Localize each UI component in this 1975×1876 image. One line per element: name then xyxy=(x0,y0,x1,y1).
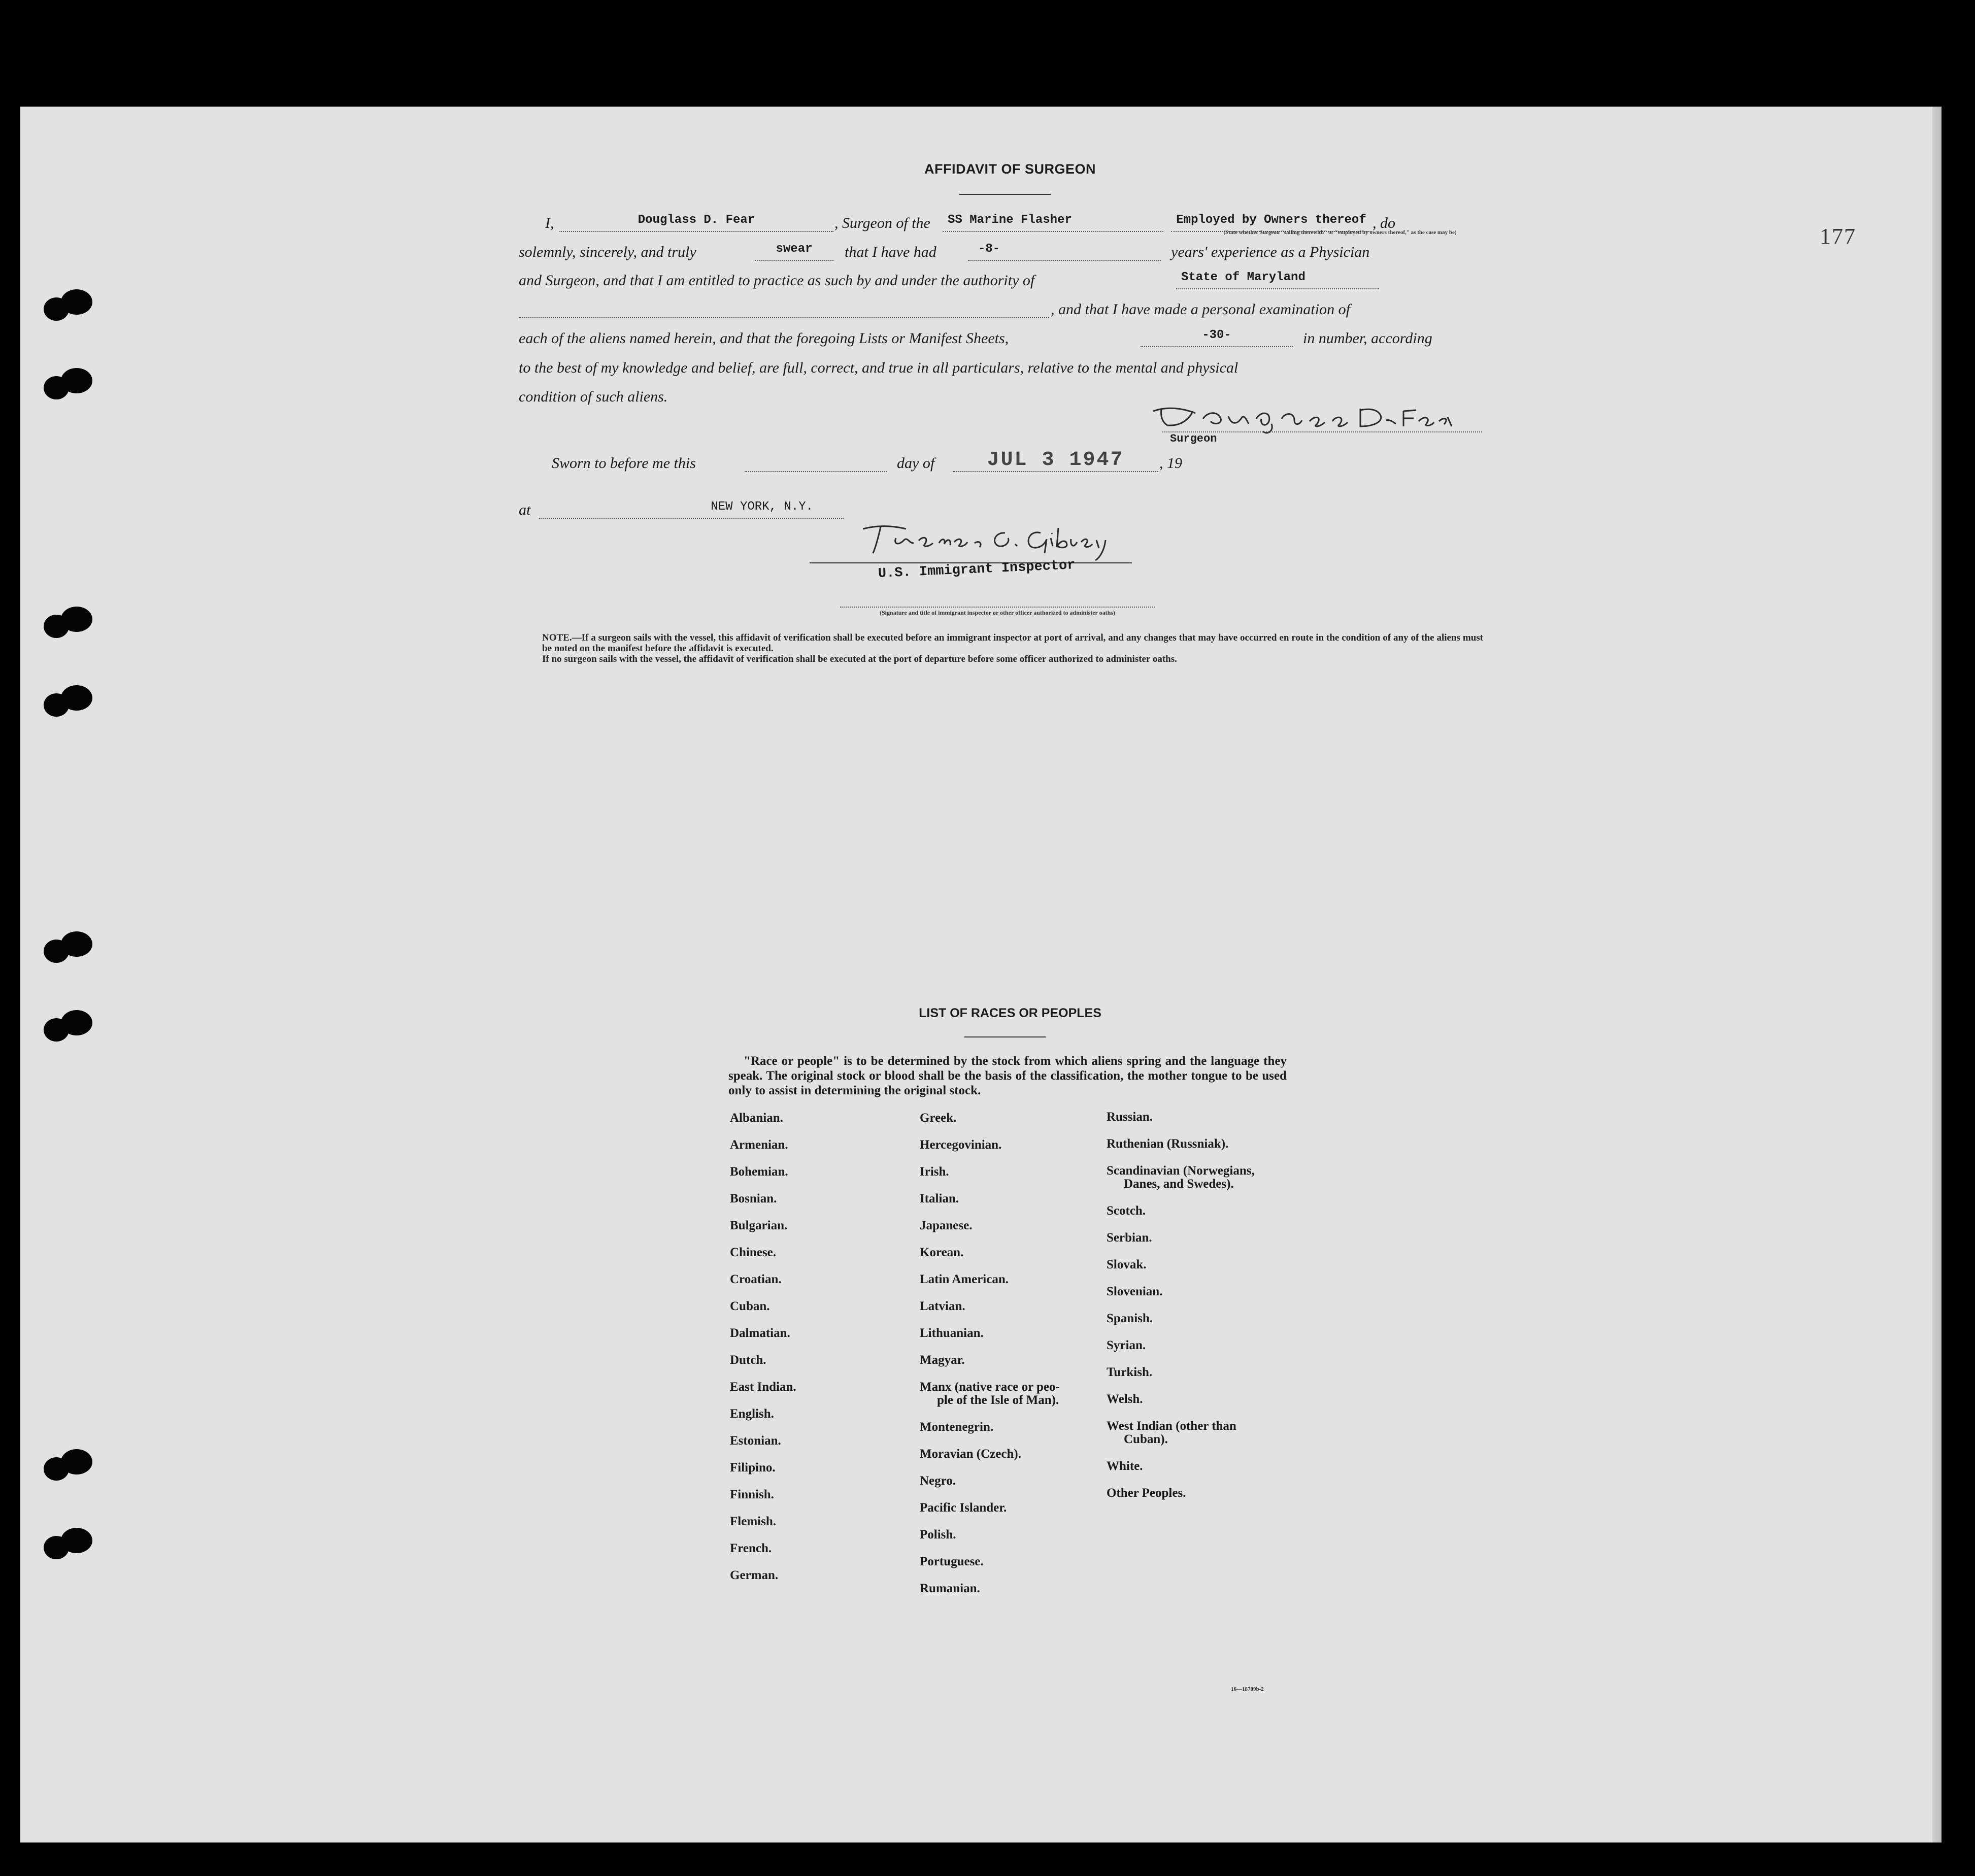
races-intro xyxy=(728,1054,1287,1098)
race-item: Lithuanian. xyxy=(920,1326,984,1340)
solemnly-label: solemnly, sincerely, and truly xyxy=(519,244,696,260)
at-label: at xyxy=(519,501,531,518)
sworn-label: Sworn to before me this xyxy=(552,455,696,472)
note-paragraph-2: If no surgeon sails with the vessel, the affidavit of verification shall be executed at the port of departure before some officer authorized to administer oaths. xyxy=(542,654,1177,664)
race-item: Ruthenian (Russniak). xyxy=(1107,1137,1229,1151)
sworn-date-field xyxy=(953,449,1158,472)
employer-field: Employed by Owners thereof xyxy=(1171,213,1371,232)
race-item: Magyar. xyxy=(920,1353,965,1367)
affidavit-note xyxy=(519,632,1483,664)
race-item-line: Cuban). xyxy=(1124,1432,1168,1446)
race-item: Estonian. xyxy=(730,1434,781,1448)
race-item: Serbian. xyxy=(1107,1231,1152,1245)
manifest-page xyxy=(20,107,1941,1842)
race-item: Chinese. xyxy=(730,1246,776,1259)
race-item: Japanese. xyxy=(920,1219,973,1232)
race-item: Russian. xyxy=(1107,1110,1153,1124)
race-item: Croatian. xyxy=(730,1272,782,1286)
race-item: Pacific Islander. xyxy=(920,1501,1007,1515)
surgeon-signature xyxy=(1147,396,1462,437)
race-item: English. xyxy=(730,1407,774,1421)
sworn-line xyxy=(519,451,1483,476)
inspector-caption-line xyxy=(840,607,1155,608)
do-label: , do xyxy=(1373,215,1395,231)
race-item: French. xyxy=(730,1542,772,1555)
races-column-3 xyxy=(1107,1111,1255,1514)
race-item: East Indian. xyxy=(730,1380,796,1394)
race-item-west-indian xyxy=(1107,1420,1255,1460)
race-item-scandinavian xyxy=(1107,1164,1255,1204)
race-item: Dutch. xyxy=(730,1353,766,1367)
in-number-label: in number, according xyxy=(1303,330,1432,347)
race-item: Polish. xyxy=(920,1528,956,1542)
race-item: Italian. xyxy=(920,1192,959,1205)
race-item: Latin American. xyxy=(920,1272,1009,1286)
punch-hole xyxy=(61,1010,92,1035)
race-item: Turkish. xyxy=(1107,1365,1153,1379)
authority-label: and Surgeon, and that I am entitled to practice as such by and under the authority of xyxy=(519,272,1035,289)
race-item-manx xyxy=(920,1381,1060,1421)
page-number: 177 xyxy=(1820,224,1856,249)
race-item: Irish. xyxy=(920,1165,949,1179)
punch-hole xyxy=(61,607,92,632)
authority-continuation-field xyxy=(519,299,1049,318)
manifest-sheets-label: each of the aliens named herein, and that the foregoing Lists or Manifest Sheets, xyxy=(519,330,1009,347)
condition-text: condition of such aliens. xyxy=(519,388,668,405)
race-item: Slovenian. xyxy=(1107,1285,1163,1298)
place-field: NEW YORK, N.Y. xyxy=(539,499,844,519)
races-title: LIST OF RACES OR PEOPLES xyxy=(919,1006,1101,1020)
race-item: Latvian. xyxy=(920,1299,965,1313)
form-code: 16—18709b-2 xyxy=(1231,1686,1264,1692)
title-rule xyxy=(959,194,1051,195)
races-column-1 xyxy=(730,1112,796,1596)
race-item: Finnish. xyxy=(730,1488,774,1501)
race-item: Welsh. xyxy=(1107,1392,1143,1406)
race-item: Filipino. xyxy=(730,1461,776,1475)
inspector-title-stamp: U.S. Immigrant Inspector xyxy=(878,558,1076,582)
race-item-line: West Indian (other than xyxy=(1107,1419,1236,1433)
examination-label: , and that I have made a personal examination of xyxy=(1051,301,1350,318)
page-edge xyxy=(1932,107,1941,1842)
race-item: Negro. xyxy=(920,1474,956,1488)
authority-field: State of Maryland xyxy=(1176,270,1379,289)
punch-hole xyxy=(61,289,92,315)
day-of-label: day of xyxy=(897,455,935,472)
pronoun-label: I, xyxy=(545,215,554,231)
race-item-line: ple of the Isle of Man). xyxy=(937,1393,1059,1407)
race-item: Other Peoples. xyxy=(1107,1486,1186,1500)
race-item: Flemish. xyxy=(730,1515,776,1528)
experience-label: years' experience as a Physician xyxy=(1171,244,1370,260)
surgeon-name-field: Douglass D. Fear xyxy=(559,213,833,232)
race-item: Korean. xyxy=(920,1246,964,1259)
race-item: Rumanian. xyxy=(920,1582,980,1595)
affidavit-line-6 xyxy=(519,355,1483,381)
affidavit-line-3 xyxy=(519,268,1483,293)
race-item: Bosnian. xyxy=(730,1192,777,1205)
ship-name-field: SS Marine Flasher xyxy=(943,213,1163,232)
race-item: Bulgarian. xyxy=(730,1219,788,1232)
race-item: Portuguese. xyxy=(920,1555,984,1568)
race-item-line: Danes, and Swedes). xyxy=(1124,1177,1234,1191)
date-stamp: JUL 3 1947 xyxy=(987,449,1124,472)
punch-hole xyxy=(61,368,92,393)
belief-text: to the best of my knowledge and belief, are full, correct, and true in all particulars, relative to the mental and physical xyxy=(519,359,1238,376)
race-item: Albanian. xyxy=(730,1111,783,1125)
affidavit-line-4 xyxy=(519,297,1483,322)
race-item: Greek. xyxy=(920,1111,957,1125)
race-item: Montenegrin. xyxy=(920,1420,994,1434)
punch-hole xyxy=(61,1528,92,1553)
surgeon-of-label: , Surgeon of the xyxy=(834,215,930,231)
race-item: German. xyxy=(730,1568,779,1582)
races-intro-text: "Race or people" is to be determined by the stock from which aliens spring and the language they speak. The original stock or blood shall be the basis of the classification, the mother tongue to be used only to assist in determining the original stock. xyxy=(728,1054,1287,1097)
inspector-signature xyxy=(858,518,1122,563)
race-item-line: Scandinavian (Norwegians, xyxy=(1107,1164,1255,1178)
races-column-2 xyxy=(920,1112,1060,1609)
race-item: White. xyxy=(1107,1459,1143,1473)
note-paragraph-1: NOTE.—If a surgeon sails with the vessel, this affidavit of verification shall be executed before an immigrant inspector at port of arrival, and any changes that may have occurred en route in the condition of any of the aliens must be noted on the manifest before the affidavit is executed. xyxy=(542,632,1483,654)
race-item: Slovak. xyxy=(1107,1258,1147,1271)
race-item: Spanish. xyxy=(1107,1312,1153,1325)
race-item: Syrian. xyxy=(1107,1338,1146,1352)
race-item: Moravian (Czech). xyxy=(920,1447,1021,1461)
race-item: Scotch. xyxy=(1107,1204,1146,1218)
year-prefix-label: , 19 xyxy=(1159,455,1182,472)
race-item: Dalmatian. xyxy=(730,1326,790,1340)
inspector-caption: (Signature and title of immigrant inspector or other officer authorized to administer oaths) xyxy=(880,609,1115,616)
punch-hole xyxy=(61,1449,92,1475)
race-item: Cuban. xyxy=(730,1299,770,1313)
race-item: Hercegovinian. xyxy=(920,1138,1002,1152)
race-item: Armenian. xyxy=(730,1138,788,1152)
race-item: Bohemian. xyxy=(730,1165,788,1179)
years-field: -8- xyxy=(968,242,1161,261)
oath-field: swear xyxy=(755,242,833,261)
sworn-day-field xyxy=(745,453,887,472)
affidavit-line-5 xyxy=(519,326,1483,351)
have-had-label: that I have had xyxy=(845,244,936,260)
employer-note: (State whether Surgeon "sailing therewith" or "employed by owners thereof," as the case may be) xyxy=(1223,229,1457,236)
affidavit-title: AFFIDAVIT OF SURGEON xyxy=(924,161,1096,177)
surgeon-label: Surgeon xyxy=(1170,432,1217,445)
sheets-count-field: -30- xyxy=(1141,328,1293,347)
punch-hole xyxy=(61,685,92,711)
races-title-rule xyxy=(964,1036,1046,1037)
affidavit-line-2 xyxy=(519,240,1483,265)
race-item-line: Manx (native race or peo- xyxy=(920,1380,1060,1394)
punch-hole xyxy=(61,931,92,957)
